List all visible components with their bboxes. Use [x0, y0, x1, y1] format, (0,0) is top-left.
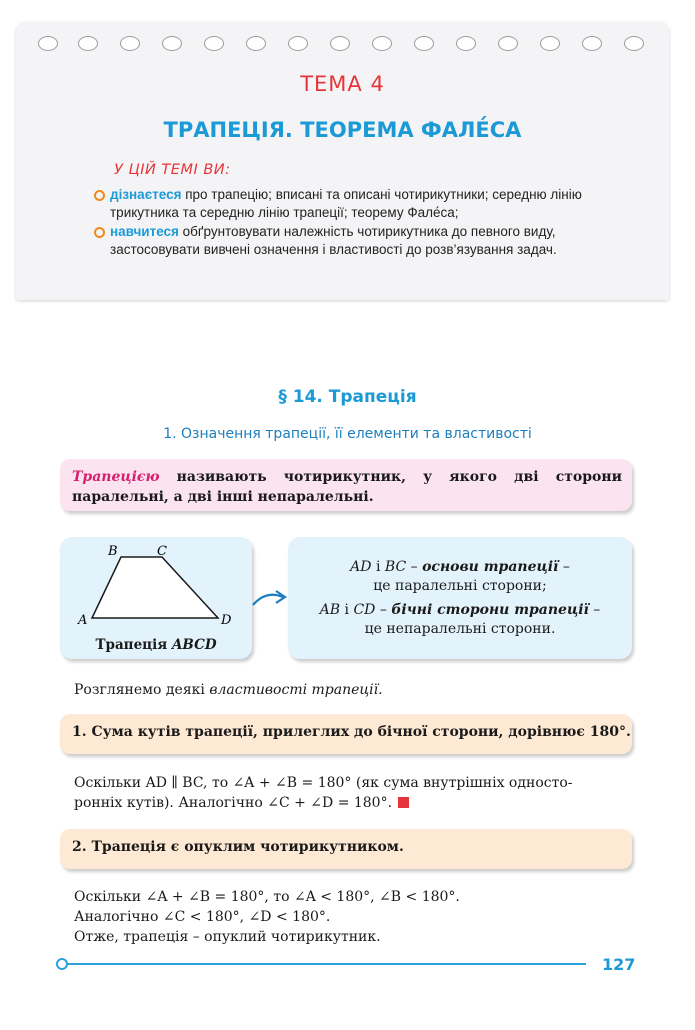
- dash: –: [558, 559, 570, 575]
- trapezoid-elements-box: [288, 537, 632, 659]
- term-ad: AD: [350, 559, 372, 575]
- goal-text: обґрунтовувати належність чотирикутника до певного виду, застосовувати вивчені означення і властивості до розв’язування задач.: [110, 224, 557, 257]
- term-legs: бічні сторони трапеції: [391, 602, 589, 618]
- binder-hole: [330, 36, 350, 51]
- dash: –: [588, 602, 601, 618]
- term-bc: BC: [384, 559, 407, 575]
- definition-box: [60, 459, 632, 511]
- circle-bullet-icon: [94, 190, 105, 201]
- binder-hole: [288, 36, 308, 51]
- definition-body: називають чотирикутник, у якого дві сторони паралельні, а дві інші непаралельні.: [72, 469, 622, 505]
- proof-line: Отже, трапеція – опуклий чотирикутник.: [74, 929, 381, 945]
- goal-item: [110, 186, 630, 222]
- property-box: [60, 829, 632, 869]
- vertex-label-b: B: [108, 544, 118, 559]
- footer-circle-icon: [56, 958, 68, 970]
- page-number: 127: [602, 955, 636, 974]
- figure-caption-prefix: Трапеція: [95, 637, 172, 653]
- section-title: § 14. Трапеція: [278, 387, 417, 407]
- topic-title: ТРАПЕЦІЯ. ТЕОРЕМА ФАЛЕ́СА: [163, 118, 522, 142]
- binder-hole: [162, 36, 182, 51]
- property-box: [60, 714, 632, 754]
- conj: і: [371, 559, 385, 575]
- term-cd: CD: [353, 602, 376, 618]
- trapezoid-figure-box: [60, 537, 252, 659]
- qed-square-icon: [398, 797, 409, 808]
- topic-number: ТЕМА 4: [300, 72, 385, 96]
- binder-hole: [372, 36, 392, 51]
- properties-intro-emph: властивості трапеції.: [209, 682, 383, 698]
- binder-hole: [414, 36, 434, 51]
- property-statement: 1. Сума кутів трапеції, прилеглих до бічної сторони, дорівнює 180°.: [72, 724, 631, 740]
- info-line-bases: [288, 559, 632, 575]
- binder-hole: [204, 36, 224, 51]
- figure-caption: [60, 637, 252, 653]
- vertex-label-d: D: [221, 613, 232, 628]
- goal-text: про трапецію; вписані та описані чотирикутники; середню лінію трикутника та середню лінію трапеції; теорему Фале́са;: [110, 187, 582, 220]
- properties-intro: [74, 680, 634, 700]
- topic-header-card: [16, 22, 669, 300]
- figure-caption-name: ABCD: [171, 637, 217, 653]
- proof-line: Оскільки ∠A + ∠B = 180°, то ∠A < 180°, ∠B < 180°.: [74, 889, 460, 905]
- binder-hole: [498, 36, 518, 51]
- proof-line: ронніх кутів). Аналогічно ∠C + ∠D = 180°.: [74, 795, 393, 811]
- trapezoid-shape: [92, 557, 218, 618]
- property-proof: [74, 773, 634, 813]
- topic-intro: У ЦІЙ ТЕМІ ВИ:: [114, 162, 231, 178]
- dash: –: [375, 602, 392, 618]
- binder-hole: [78, 36, 98, 51]
- dash: –: [406, 559, 423, 575]
- definition-text: [72, 467, 622, 507]
- goal-highlight: навчитеся: [110, 224, 179, 239]
- section-subtitle: 1. Означення трапеції, її елементи та властивості: [163, 426, 532, 442]
- property-proof: [74, 887, 634, 947]
- binder-hole: [38, 36, 58, 51]
- info-line-bases-desc: це паралельні сторони;: [373, 578, 547, 594]
- circle-bullet-icon: [94, 227, 105, 238]
- footer-rule: [66, 963, 586, 965]
- definition-term: Трапецією: [72, 469, 160, 485]
- binder-hole: [624, 36, 644, 51]
- arrow-right-icon: [250, 588, 290, 612]
- property-statement: 2. Трапеція є опуклим чотирикутником.: [72, 839, 404, 855]
- term-ab: AB: [319, 602, 341, 618]
- properties-intro-text: Розглянемо деякі: [74, 682, 210, 698]
- goal-item: [110, 223, 630, 259]
- binder-hole: [246, 36, 266, 51]
- goal-highlight: дізнаєтеся: [110, 187, 182, 202]
- proof-line: Оскільки AD ∥ BC, то ∠A + ∠B = 180° (як сума внутрішніх односто-: [74, 775, 573, 791]
- term-bases: основи трапеції: [422, 559, 559, 575]
- binder-hole: [120, 36, 140, 51]
- vertex-label-a: A: [78, 613, 88, 628]
- binder-hole: [456, 36, 476, 51]
- proof-line: Аналогічно ∠C < 180°, ∠D < 180°.: [74, 909, 331, 925]
- info-line-legs: [288, 602, 632, 618]
- binder-hole: [582, 36, 602, 51]
- vertex-label-c: C: [157, 544, 167, 559]
- binder-hole: [540, 36, 560, 51]
- info-line-legs-desc: це непаралельні сторони.: [364, 621, 556, 637]
- conj: і: [340, 602, 354, 618]
